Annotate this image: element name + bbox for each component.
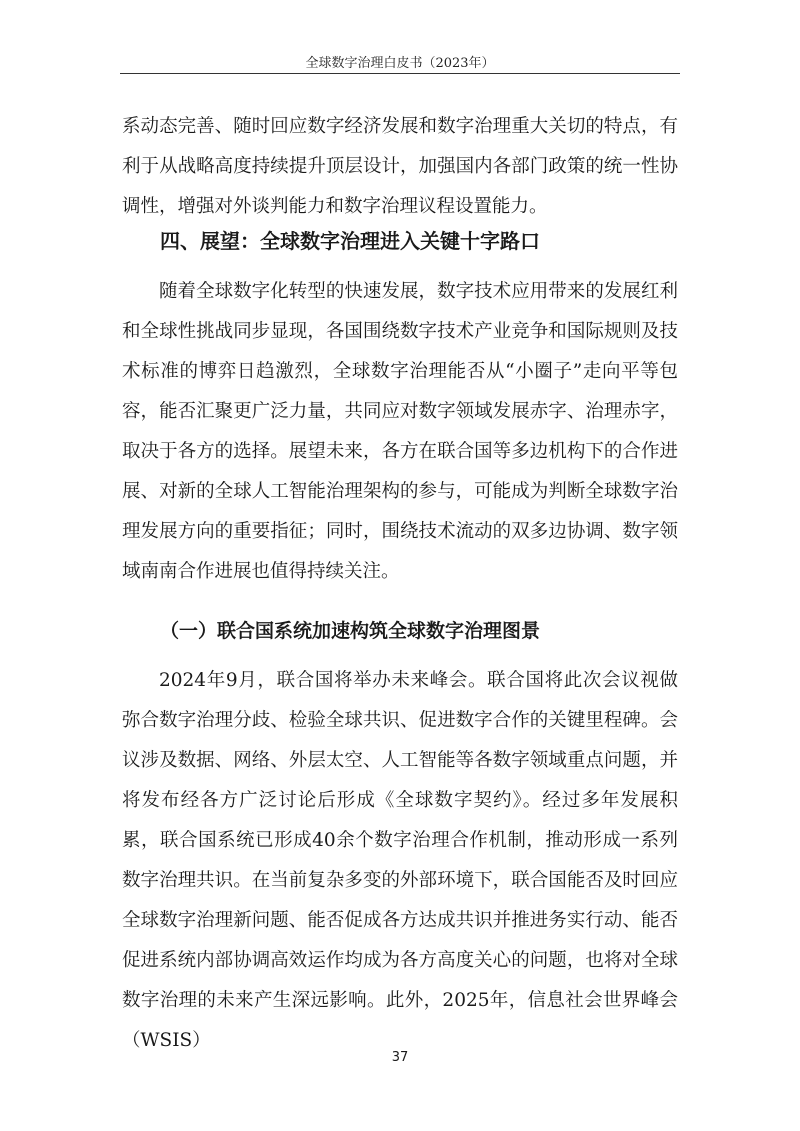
header-rule [120,73,680,74]
section-heading: 四、展望：全球数字治理进入关键十字路口 [160,229,540,253]
paragraph-un-summit: 2024年9月，联合国将举办未来峰会。联合国将此次会议视做弥合数字治理分歧、检验全球共识、促进数字合作的关键里程碑。会议涉及数据、网络、外层太空、人工智能等各数字领域重点问题，并将发布经各方广泛讨论后形成《全球数字契约》。经过多年发展积累，联合国系统已形成40余个数字治理合作机制，推动形成一系列数字治理共识。在当前复杂多变的外部环境下，联合国能否及时回应全球数字治理新问题、能否促成各方达成共识并推进务实行动、能否促进系统内部协调高效运作均成为各方高度关心的问题，也将对全球数字治理的未来产生深远影响。此外，2025年，信息社会世界峰会（WSIS） [122,670,678,1051]
subsection-heading: （一）联合国系统加速构筑全球数字治理图景 [160,620,541,642]
paragraph-continued: 系动态完善、随时回应数字经济发展和数字治理重大关切的特点，有利于从战略高度持续提升顶层设计，加强国内各部门政策的统一性协调性，增强对外谈判能力和数字治理议程设置能力。 [122,116,678,217]
page-number: 37 [391,1050,409,1065]
paragraph-outlook: 随着全球数字化转型的快速发展，数字技术应用带来的发展红利和全球性挑战同步显现，各国围绕数字技术产业竞争和国际规则及技术标准的博弈日趋激烈，全球数字治理能否从“小圈子”走向平等包容，能否汇聚更广泛力量，共同应对数字领域发展赤字、治理赤字，取决于各方的选择。展望未来，各方在联合国等多边机构下的合作进展、对新的全球人工智能治理架构的参与，可能成为判断全球数字治理发展方向的重要指征；同时，围绕技术流动的双多边协调、数字领域南南合作进展也值得持续关注。 [122,281,678,582]
running-header: 全球数字治理白皮书（2023年） [305,56,495,71]
